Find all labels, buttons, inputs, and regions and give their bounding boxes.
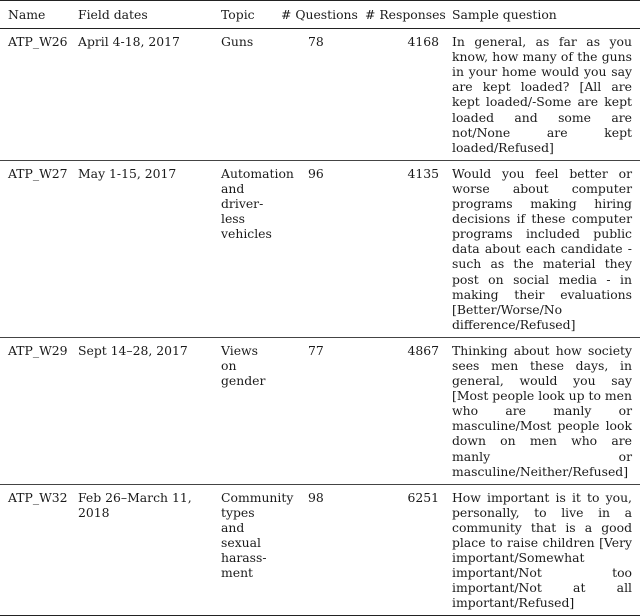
cell-sample-question: Would you feel better or worse about computer programs making hiring decisions if these computer programs included public data about each candidate - such as the material they post on social media - in making their evaluations [Better/Worse/No difference/Refused] (447, 160, 640, 337)
table-row (0, 484, 640, 616)
cell-responses: 6251 (356, 484, 447, 616)
cell-topic: Automation and driver-less vehicles (213, 160, 275, 337)
cell-name: ATP_W29 (0, 337, 70, 484)
table-body (0, 29, 640, 616)
cell-questions: 77 (275, 337, 356, 484)
header-questions: # Questions (275, 1, 356, 29)
cell-field-dates: April 4-18, 2017 (70, 29, 213, 161)
cell-field-dates: Feb 26–March 11, 2018 (70, 484, 213, 616)
cell-sample-question: How important is it to you, personally, to live in a community that is a good place to raise children [Very important/Somewhat important/Not too important/Not at all important/Refused] (447, 484, 640, 616)
header-row (0, 1, 640, 29)
header-name: Name (0, 1, 70, 29)
cell-name: ATP_W26 (0, 29, 70, 161)
cell-field-dates: Sept 14–28, 2017 (70, 337, 213, 484)
header-responses: # Responses (356, 1, 447, 29)
table-row (0, 29, 640, 161)
cell-questions: 78 (275, 29, 356, 161)
header-sample-question: Sample question (447, 1, 640, 29)
table-row (0, 337, 640, 484)
table-header (0, 1, 640, 29)
cell-responses: 4867 (356, 337, 447, 484)
cell-field-dates: May 1-15, 2017 (70, 160, 213, 337)
cell-questions: 98 (275, 484, 356, 616)
cell-responses: 4135 (356, 160, 447, 337)
header-topic: Topic (213, 1, 275, 29)
cell-name: ATP_W32 (0, 484, 70, 616)
cell-sample-question: Thinking about how society sees men these days, in general, would you say [Most people look up to men who are manly or masculine/Most people look down on men who are manly or masculine/Neither/Refused] (447, 337, 640, 484)
table-row (0, 160, 640, 337)
header-field-dates: Field dates (70, 1, 213, 29)
cell-topic: Community types and sexual harass-ment (213, 484, 275, 616)
cell-responses: 4168 (356, 29, 447, 161)
cell-questions: 96 (275, 160, 356, 337)
cell-topic: Guns (213, 29, 275, 161)
cell-sample-question: In general, as far as you know, how many of the guns in your home would you say are kept loaded? [All are kept loaded/-Some are kept loaded and some are not/None are kept loaded/Refused] (447, 29, 640, 161)
cell-name: ATP_W27 (0, 160, 70, 337)
cell-topic: Views on gender (213, 337, 275, 484)
